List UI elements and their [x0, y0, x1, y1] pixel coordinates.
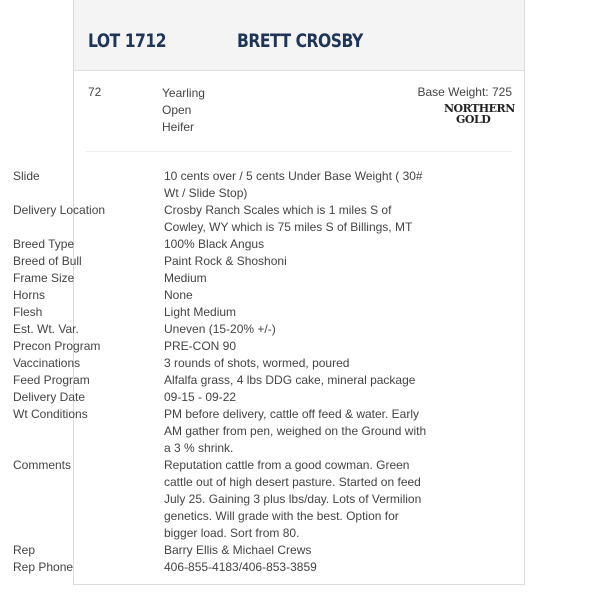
detail-value: 100% Black Angus	[164, 237, 265, 251]
lot-summary	[86, 71, 515, 152]
lot-header	[74, 0, 524, 71]
detail-value: None	[164, 288, 193, 302]
detail-row-comments	[13, 457, 443, 542]
detail-label: Est. Wt. Var.	[13, 322, 79, 336]
head-count: 72	[88, 85, 102, 99]
detail-value: Uneven (15-20% +/-)	[164, 322, 276, 336]
detail-label: Rep	[13, 543, 36, 557]
description-sex: Heifer	[162, 120, 195, 134]
detail-row-rep-phone	[13, 559, 443, 576]
detail-row-delivery-location	[13, 202, 443, 236]
detail-label: Delivery Location	[13, 203, 106, 217]
logo-line-2: GOLD	[456, 113, 491, 126]
detail-value: Reputation cattle from a good cowman. Green cattle out of high desert pasture. Started on feed July 25. Gaining 3 plus lbs/day. Lots of Vermilion genetics. Will grade with the best. Option for bigger load. Sort from 80.	[164, 458, 422, 540]
detail-row-delivery-date	[13, 389, 443, 406]
detail-value: 3 rounds of shots, wormed, poured	[164, 356, 350, 370]
lot-number: LOT 1712	[88, 30, 167, 52]
detail-value: 10 cents over / 5 cents Under Base Weight ( 30# Wt / Slide Stop)	[164, 169, 423, 200]
base-weight: Base Weight: 725	[417, 85, 512, 99]
northern-gold-logo	[442, 102, 515, 126]
detail-row-precon-program	[13, 338, 443, 355]
detail-value: Barry Ellis & Michael Crews	[164, 543, 312, 557]
detail-row-est-wt-var	[13, 321, 443, 338]
detail-label: Frame Size	[13, 271, 75, 285]
detail-value: 406-855-4183/406-853-3859	[164, 560, 317, 574]
seller-name: BRETT CROSBY	[237, 30, 363, 52]
detail-value: Crosby Ranch Scales which is 1 miles S of Cowley, WY which is 75 miles S of Billings, MT	[164, 203, 413, 234]
detail-row-frame-size	[13, 270, 443, 287]
detail-value: PM before delivery, cattle off feed & water. Early AM gather from pen, weighed on the Ground with a 3 % shrink.	[164, 407, 427, 455]
detail-label: Feed Program	[13, 373, 90, 387]
detail-label: Rep Phone	[13, 560, 74, 574]
detail-row-slide	[13, 168, 443, 202]
detail-row-feed-program	[13, 372, 443, 389]
detail-value: Medium	[164, 271, 207, 285]
detail-value: Alfalfa grass, 4 lbs DDG cake, mineral package	[164, 373, 416, 387]
detail-label: Delivery Date	[13, 390, 86, 404]
detail-value: Paint Rock & Shoshoni	[164, 254, 287, 268]
detail-value: 09-15 - 09-22	[164, 390, 237, 404]
detail-label: Horns	[13, 288, 46, 302]
detail-label: Slide	[13, 169, 40, 183]
detail-row-wt-conditions	[13, 406, 443, 457]
description-age: Yearling	[162, 86, 205, 100]
logo-line-1: NORTHERN	[444, 102, 515, 115]
detail-label: Breed Type	[13, 237, 75, 251]
detail-value: PRE-CON 90	[164, 339, 237, 353]
detail-value: Light Medium	[164, 305, 237, 319]
detail-label: Breed of Bull	[13, 254, 82, 268]
description-status: Open	[162, 103, 192, 117]
detail-label: Vaccinations	[13, 356, 81, 370]
detail-row-horns	[13, 287, 443, 304]
cattle-description	[162, 85, 205, 136]
detail-label: Precon Program	[13, 339, 101, 353]
detail-row-rep	[13, 542, 443, 559]
detail-label: Flesh	[13, 305, 43, 319]
detail-label: Comments	[13, 458, 72, 472]
detail-row-flesh	[13, 304, 443, 321]
detail-row-breed-type	[13, 236, 443, 253]
detail-row-breed-of-bull	[13, 253, 443, 270]
lot-details	[13, 168, 443, 576]
detail-label: Wt Conditions	[13, 407, 88, 421]
detail-row-vaccinations	[13, 355, 443, 372]
